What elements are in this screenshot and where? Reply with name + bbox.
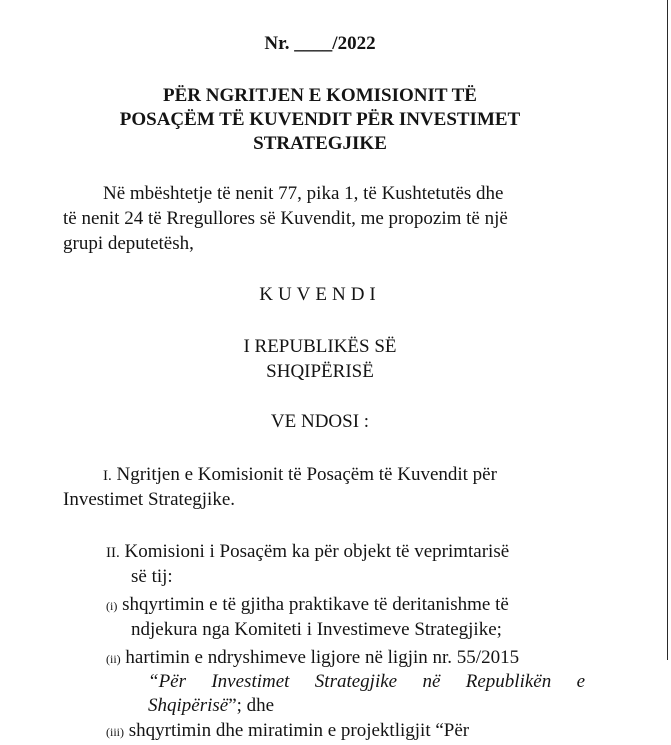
article-2-first-line <box>106 540 509 565</box>
item-ii-first-line <box>106 646 519 671</box>
item-ii-text: hartimin e ndryshimeve ligjore në ligjin nr. 55/2015 <box>125 647 520 668</box>
preamble-line-2: të nenit 24 të Rregullores së Kuvendit, me propozim të një <box>63 208 508 229</box>
article-1-first-line <box>103 463 497 488</box>
page-edge-rule <box>667 0 668 660</box>
item-ii-tail-text: ”; dhe <box>228 695 275 716</box>
republic-line-1: I REPUBLIKËS SË <box>243 336 397 357</box>
item-ii-italic-text: Shqipërisë <box>148 695 229 716</box>
item-i-label: (i) <box>106 599 118 613</box>
article-2-text: Komisioni i Posaçëm ka për objekt të veprimtarisë <box>124 541 510 562</box>
article-1-text: Ngritjen e Komisionit të Posaçëm të Kuvendit për <box>116 464 497 485</box>
item-ii-line-3 <box>148 694 274 718</box>
preamble-line-1: Në mbështetje të nenit 77, pika 1, të Kushtetutës dhe <box>103 183 504 204</box>
decision-number: Nr. ____/2022 <box>264 33 376 54</box>
decides-heading: VE NDOSI : <box>270 411 370 432</box>
item-iii-text: shqyrtimin dhe miratimin e projektligjit “Për <box>128 720 470 741</box>
preamble-line-3: grupi deputetësh, <box>63 233 194 254</box>
item-ii-label: (ii) <box>106 652 121 666</box>
article-2-line-2: së tij: <box>131 566 173 587</box>
title-line-2: POSAÇËM TË KUVENDIT PËR INVESTIMET <box>119 109 521 130</box>
kuvendi-heading: KUVENDI <box>259 284 381 305</box>
item-ii-line-2: “Për Investimet Strategjike në Republikën e <box>148 671 585 692</box>
republic-line-2: SHQIPËRISË <box>266 361 374 382</box>
item-iii-label: (iii) <box>106 725 124 739</box>
title-line-3: STRATEGJIKE <box>253 133 387 154</box>
item-i-line-2: ndjekura nga Komiteti i Investimeve Strategjike; <box>131 619 502 640</box>
item-i-text: shqyrtimin e të gjitha praktikave të deritanishme të <box>122 594 509 615</box>
item-i-first-line <box>106 593 509 618</box>
title-line-1: PËR NGRITJEN E KOMISIONIT TË <box>163 85 477 106</box>
article-1-line-2: Investimet Strategjike. <box>63 489 236 510</box>
article-1-numeral: I. <box>103 468 112 484</box>
article-2-numeral: II. <box>106 545 120 561</box>
item-iii-first-line <box>106 719 469 744</box>
